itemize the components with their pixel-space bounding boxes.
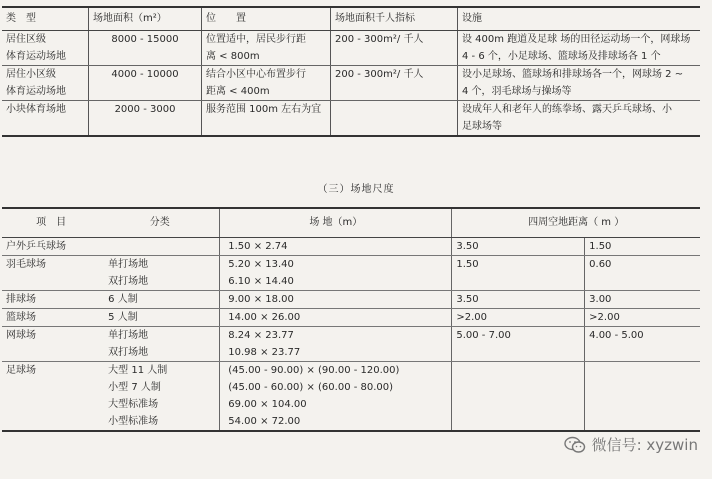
row2-location-line2: 距离 < 400m xyxy=(206,86,270,97)
header-size: 场 地（m） xyxy=(220,208,452,238)
ground-dimensions-table xyxy=(2,207,700,432)
table-row xyxy=(2,379,700,396)
row2-location-line1: 结合小区中心布置步行 xyxy=(206,69,306,80)
header-item: 项 目 xyxy=(2,208,100,238)
cell-clearance-2: 3.00 xyxy=(585,291,700,309)
row3-area: 2000 - 3000 xyxy=(89,101,202,137)
watermark-text: 微信号: xyzwin xyxy=(591,436,698,454)
cell-item xyxy=(2,379,100,396)
cell-clearance-1 xyxy=(452,344,585,362)
cell-size: 6.10 × 14.40 xyxy=(220,273,452,291)
cell-clearance-2 xyxy=(585,273,700,291)
cell-item xyxy=(2,413,100,431)
cell-category: 6 人制 xyxy=(100,291,220,309)
cell-size: 69.00 × 104.00 xyxy=(220,396,452,413)
header-index: 场地面积千人指标 xyxy=(331,7,458,31)
cell-clearance-1 xyxy=(452,396,585,413)
cell-item: 网球场 xyxy=(6,330,36,341)
cell-clearance-1: >2.00 xyxy=(452,309,585,327)
header-clearance: 四周空地距离（ m ） xyxy=(452,208,700,238)
cell-item: 足球场 xyxy=(6,365,36,376)
cell-category: 双打场地 xyxy=(100,344,220,362)
cell-category: 双打场地 xyxy=(100,273,220,291)
row1-index: 200 - 300m²/ 千人 xyxy=(331,31,458,66)
table-row xyxy=(2,31,700,66)
cell-clearance-1: 3.50 xyxy=(452,238,585,256)
header-area: 场地面积（m²） xyxy=(89,7,202,31)
cell-size: 14.00 × 26.00 xyxy=(220,309,452,327)
row1-type-line2: 体育运动场地 xyxy=(6,51,66,62)
cell-size: 1.50 × 2.74 xyxy=(220,238,452,256)
cell-size: 54.00 × 72.00 xyxy=(220,413,452,431)
row1-area: 8000 - 15000 xyxy=(89,31,202,66)
cell-category: 单打场地 xyxy=(100,327,220,345)
cell-category: 5 人制 xyxy=(100,309,220,327)
row1-facility-line2: 4 - 6 个，小足球场、篮球场及排球场各 1 个 xyxy=(462,51,661,62)
cell-clearance-1 xyxy=(452,273,585,291)
cell-clearance-2 xyxy=(585,344,700,362)
row2-type-line2: 体育运动场地 xyxy=(6,86,66,97)
cell-clearance-2 xyxy=(585,379,700,396)
table-row xyxy=(2,291,700,309)
cell-item xyxy=(2,396,100,413)
table-row xyxy=(2,309,700,327)
header-category: 分类 xyxy=(100,208,220,238)
cell-size: 5.20 × 13.40 xyxy=(220,256,452,274)
header-type: 类 型 xyxy=(2,7,89,31)
header-location: 位 置 xyxy=(202,7,331,31)
wechat-icon xyxy=(564,436,586,454)
row1-facility-line1: 设 400m 跑道及足球 场的田径运动场一个，网球场 xyxy=(462,34,691,45)
cell-category: 大型标准场 xyxy=(100,396,220,413)
table-row xyxy=(2,273,700,291)
cell-clearance-2 xyxy=(585,413,700,431)
row1-location-line2: 离 < 800m xyxy=(206,51,260,62)
row2-index: 200 - 300m²/ 千人 xyxy=(331,66,458,101)
table-row xyxy=(2,101,700,137)
table-row xyxy=(2,238,700,256)
cell-category: 单打场地 xyxy=(100,256,220,274)
cell-clearance-2: 4.00 - 5.00 xyxy=(585,327,700,345)
row2-area: 4000 - 10000 xyxy=(89,66,202,101)
cell-clearance-1 xyxy=(452,413,585,431)
row3-index xyxy=(331,101,458,137)
table2-body xyxy=(2,238,700,432)
cell-item: 篮球场 xyxy=(2,309,100,327)
row2-facility-line1: 设小足球场、篮球场和排球场各一个，网球场 2 ~ xyxy=(462,69,684,80)
cell-size: 9.00 × 18.00 xyxy=(220,291,452,309)
header-facility: 设施 xyxy=(458,7,701,31)
cell-clearance-1: 1.50 xyxy=(452,256,585,274)
table1-header-row xyxy=(2,7,700,31)
table-row xyxy=(2,256,700,274)
cell-item: 排球场 xyxy=(2,291,100,309)
cell-size: (45.00 - 90.00) × (90.00 - 120.00) xyxy=(220,362,452,380)
cell-size: 10.98 × 23.77 xyxy=(220,344,452,362)
cell-clearance-2: 1.50 xyxy=(585,238,700,256)
row3-facility-line2: 足球场等 xyxy=(462,121,502,132)
cell-clearance-1: 5.00 - 7.00 xyxy=(452,327,585,345)
row2-facility-line2: 4 个，羽毛球场与操场等 xyxy=(462,86,572,97)
cell-clearance-2: 0.60 xyxy=(585,256,700,274)
cell-clearance-2 xyxy=(585,396,700,413)
sports-ground-standards-table xyxy=(2,6,700,137)
table2-header-row xyxy=(2,208,700,238)
row1-type-line1: 居住区级 xyxy=(6,34,46,45)
cell-size: (45.00 - 60.00) × (60.00 - 80.00) xyxy=(220,379,452,396)
cell-clearance-2 xyxy=(585,362,700,380)
table-row xyxy=(2,362,700,380)
cell-item: 户外乒乓球场 xyxy=(2,238,100,256)
section-caption: （三）场地尺度 xyxy=(317,184,395,195)
row3-location: 服务范围 100m 左右为宜 xyxy=(202,101,331,137)
row1-location-line1: 位置适中，居民步行距 xyxy=(206,34,306,45)
table-row xyxy=(2,344,700,362)
cell-clearance-2: >2.00 xyxy=(585,309,700,327)
cell-category: 小型 7 人制 xyxy=(100,379,220,396)
table-row xyxy=(2,413,700,431)
cell-item xyxy=(2,344,100,362)
cell-size: 8.24 × 23.77 xyxy=(220,327,452,345)
watermark xyxy=(564,434,698,455)
cell-clearance-1 xyxy=(452,362,585,380)
cell-item xyxy=(2,273,100,291)
row2-type-line1: 居住小区级 xyxy=(6,69,56,80)
table-row xyxy=(2,66,700,101)
cell-category: 大型 11 人制 xyxy=(100,362,220,380)
cell-item: 羽毛球场 xyxy=(6,259,46,270)
cell-clearance-1 xyxy=(452,379,585,396)
cell-clearance-1: 3.50 xyxy=(452,291,585,309)
table-row xyxy=(2,396,700,413)
cell-category xyxy=(100,238,220,256)
cell-category: 小型标准场 xyxy=(100,413,220,431)
table-row xyxy=(2,327,700,345)
row3-facility-line1: 设成年人和老年人的练拳场、露天乒乓球场、小 xyxy=(462,104,672,115)
row3-type: 小块体育场地 xyxy=(2,101,89,137)
